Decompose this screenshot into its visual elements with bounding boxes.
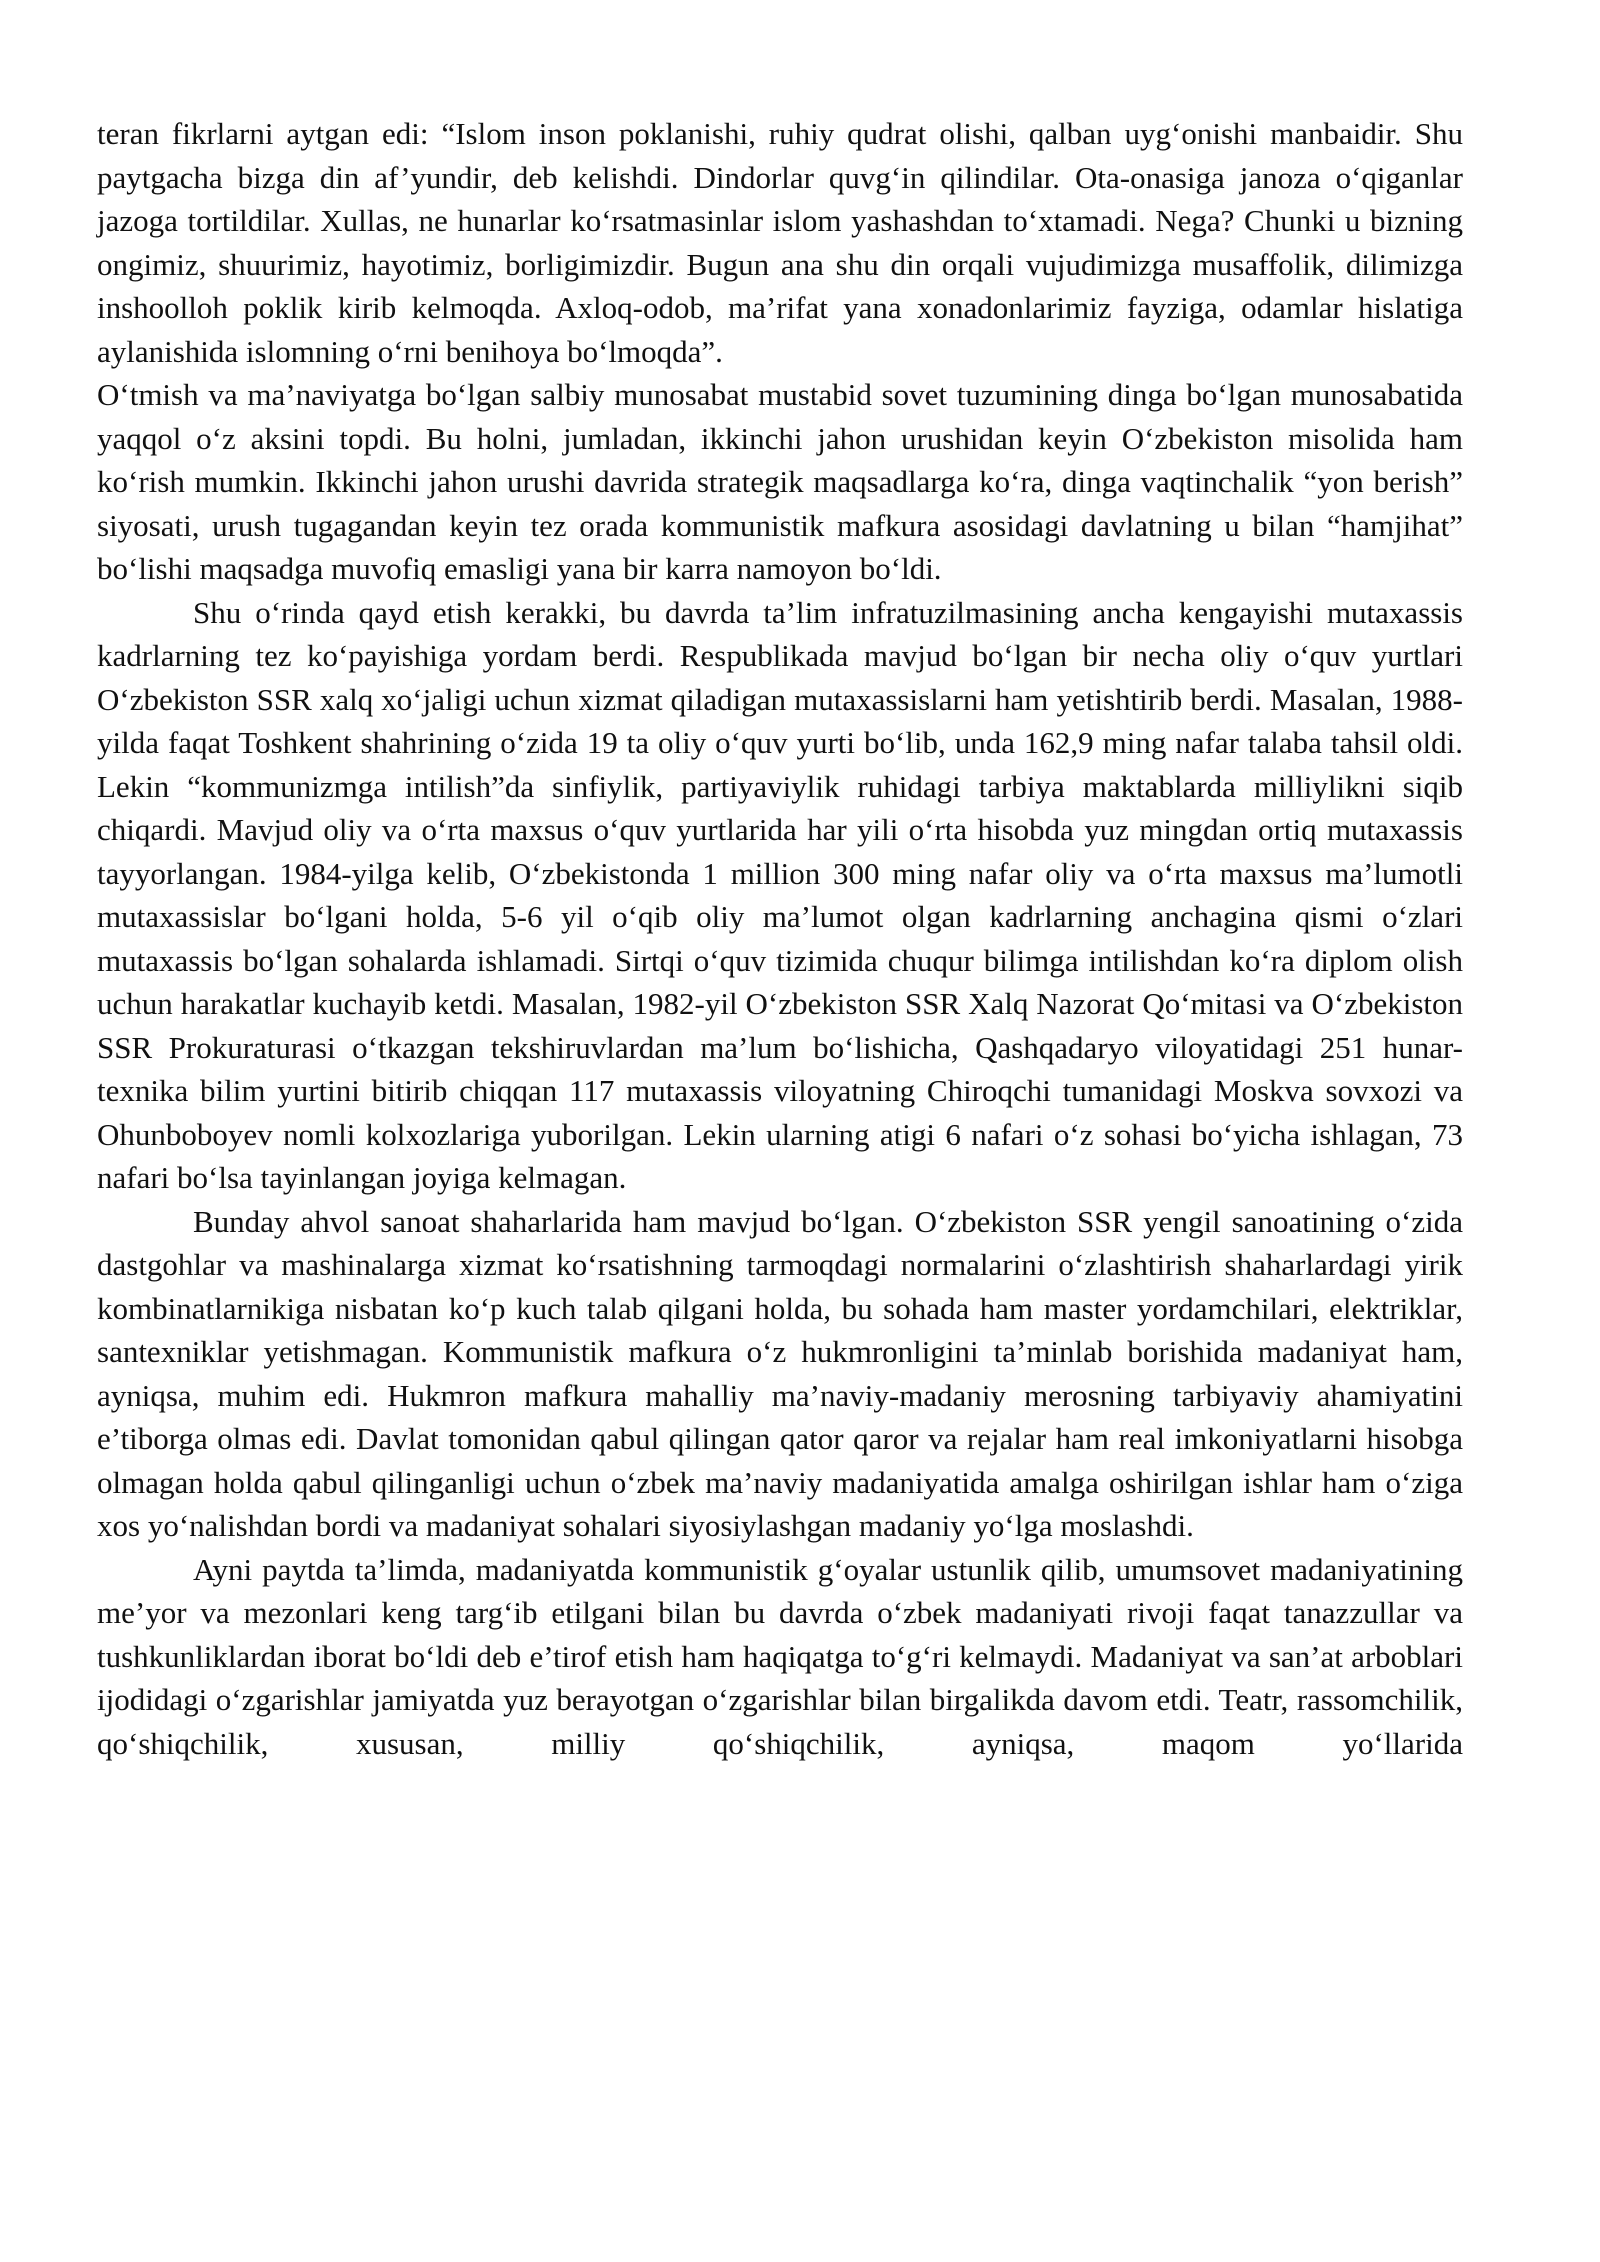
document-page [97, 112, 1463, 1765]
paragraph-industrial-cities: Bunday ahvol sanoat shaharlarida ham mavjud bo‘lgan. O‘zbekiston SSR yengil sanoatining o‘zida dastgohlar va mashinalarga xizmat ko‘rsatishning tarmoqdagi normalarini o‘zlashtirish shaharlardagi yirik kombinatlarnikiga nisbatan ko‘p kuch talab qilgani holda, bu sohada ham master yordamchilari, elektriklar, santexniklar yetishmagan. Kommunistik mafkura o‘z hukmronligini ta’minlab borishida madaniyat ham, ayniqsa, muhim edi. Hukmron mafkura mahalliy ma’naviy-madaniy merosning tarbiyaviy ahamiyatini e’tiborga olmas edi. Davlat tomonidan qabul qilingan qator qaror va rejalar ham real imkoniyatlarni hisobga olmagan holda qabul qilinganligi uchun o‘zbek ma’naviy madaniyatida amalga oshirilgan ishlar ham o‘ziga xos yo‘nalishdan bordi va madaniyat sohalari siyosiylashgan madaniy yo‘lga moslashdi. [97, 1203, 1463, 1543]
paragraph-education-infrastructure: Shu o‘rinda qayd etish kerakki, bu davrda ta’lim infratuzilmasining ancha kengayishi mutaxassis kadrlarning tez ko‘payishiga yordam berdi. Respublikada mavjud bo‘lgan bir necha oliy o‘quv yurtlari O‘zbekiston SSR xalq xo‘jaligi uchun xizmat qiladigan mutaxassislarni ham yetishtirib berdi. Masalan, 1988-yilda faqat Toshkent shahrining o‘zida 19 ta oliy o‘quv yurti bo‘lib, unda 162,9 ming nafar talaba tahsil oldi. Lekin “kommunizmga intilish”da sinfiylik, partiyaviylik ruhidagi tarbiya maktablarda milliylikni siqib chiqardi. Mavjud oliy va o‘rta maxsus o‘quv yurtlarida har yili o‘rta hisobda yuz mingdan ortiq mutaxassis tayyorlangan. 1984-yilga kelib, O‘zbekistonda 1 million 300 ming nafar oliy va o‘rta maxsus ma’lumotli mutaxassislar bo‘lgani holda, 5-6 yil o‘qib oliy ma’lumot olgan kadrlarning anchagina qismi o‘zlari mutaxassis bo‘lgan sohalarda ishlamadi. Sirtqi o‘quv tizimida chuqur bilimga intilishdan ko‘ra diplom olish uchun harakatlar kuchayib ketdi. Masalan, 1982-yil O‘zbekiston SSR Xalq Nazorat Qo‘mitasi va O‘zbekiston SSR Prokuraturasi o‘tkazgan tekshiruvlardan ma’lum bo‘lishicha, Qashqadaryo viloyatidagi 251 hunar-texnika bilim yurtini bitirib chiqqan 117 mutaxassis viloyatning Chiroqchi tumanidagi Moskva sovxozi va Ohunboboyev nomli kolxozlariga yuborilgan. Lekin ularning atigi 6 nafari o‘z sohasi bo‘yicha ishlagan, 73 nafari bo‘lsa tayinlangan joyiga kelmagan. [97, 594, 1463, 1195]
paragraph-soviet-religion-policy: O‘tmish va ma’naviyatga bo‘lgan salbiy munosabat mustabid sovet tuzumining dinga bo‘lgan munosabatida yaqqol o‘z aksini topdi. Bu holni, jumladan, ikkinchi jahon urushidan keyin O‘zbekiston misolida ham ko‘rish mumkin. Ikkinchi jahon urushi davrida strategik maqsadlarga ko‘ra, dinga vaqtinchalik “yon berish” siyosati, urush tugagandan keyin tez orada kommunistik mafkura asosidagi davlatning u bilan “hamjihat” bo‘lishi maqsadga muvofiq emasligi yana bir karra namoyon bo‘ldi. [97, 377, 1463, 586]
paragraph-culture-development: Ayni paytda ta’limda, madaniyatda kommunistik g‘oyalar ustunlik qilib, umumsovet madaniyatining me’yor va mezonlari keng targ‘ib etilgani bilan bu davrda o‘zbek madaniyati rivoji faqat tanazzullar va tushkunliklardan iborat bo‘ldi deb e’tirof etish ham haqiqatga to‘g‘ri kelmaydi. Madaniyat va san’at arboblari ijodidagi o‘zgarishlar jamiyatda yuz berayotgan o‘zgarishlar bilan birgalikda davom etdi. Teatr, rassomchilik, qo‘shiqchilik, xususan, milliy qo‘shiqchilik, ayniqsa, maqom yo‘llarida [97, 1551, 1463, 1761]
paragraph-islom-quote: teran fikrlarni aytgan edi: “Islom inson poklanishi, ruhiy qudrat olishi, qalban uyg‘onishi manbaidir. Shu paytgacha bizga din af’yundir, deb kelishdi. Dindorlar quvg‘in qilindilar. Ota-onasiga janoza o‘qiganlar jazoga tortildilar. Xullas, ne hunarlar ko‘rsatmasinlar islom yashashdan to‘xtamadi. Nega? Chunki u bizning ongimiz, shuurimiz, hayotimiz, borligimizdir. Bugun ana shu din orqali vujudimizga musaffolik, dilimizga inshoolloh poklik kirib kelmoqda. Axloq-odob, ma’rifat yana xonadonlarimiz fayziga, odamlar hislatiga aylanishida islomning o‘rni benihoya bo‘lmoqda”. [97, 116, 1463, 369]
